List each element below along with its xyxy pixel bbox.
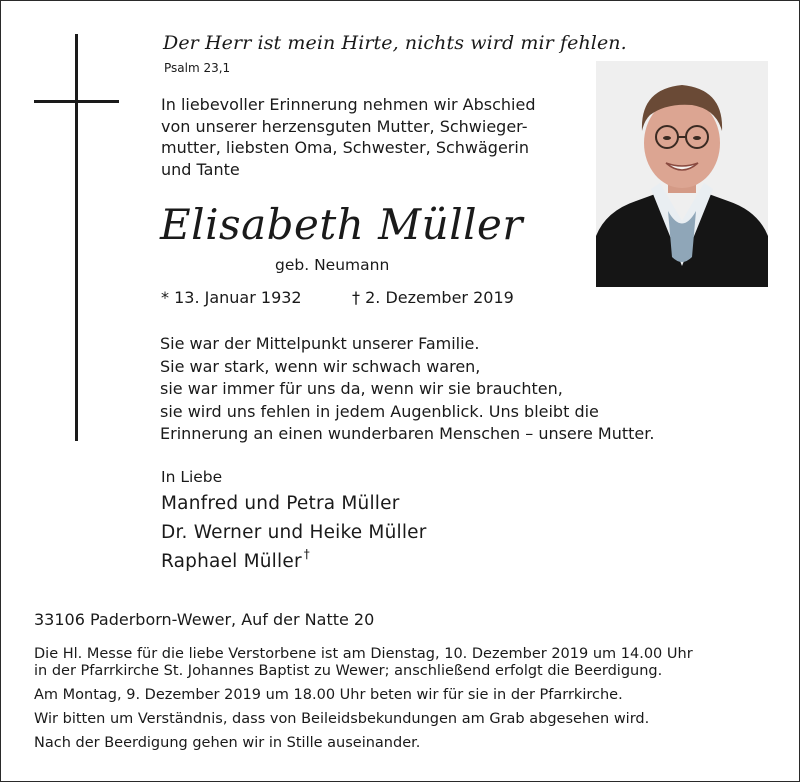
cross-horizontal-bar xyxy=(34,100,119,103)
notice-paragraph: Die Hl. Messe für die liebe Verstorbene ist am Dienstag, 10. Dezember 2019 um 14.00 Uhr in der Pfarrkirche St. Johannes Baptist zu Wewer; anschließend erfolgt die Beerdigung. xyxy=(34,646,693,679)
death-date: † 2. Dezember 2019 xyxy=(352,288,514,307)
deceased-mark: † xyxy=(303,547,310,561)
psalm-reference: Psalm 23,1 xyxy=(164,61,231,75)
survivor-name: Manfred und Petra Müller xyxy=(161,493,400,514)
notice-paragraph: Wir bitten um Verständnis, dass von Beileidsbekundungen am Grab abgesehen wird. xyxy=(34,711,650,727)
portrait-photo xyxy=(596,61,768,287)
survivor-line xyxy=(161,493,400,514)
notice-paragraph: Am Montag, 9. Dezember 2019 um 18.00 Uhr beten wir für sie in der Pfarrkirche. xyxy=(34,687,623,703)
survivor-name: Raphael Müller xyxy=(161,551,302,572)
address: 33106 Paderborn-Wewer, Auf der Natte 20 xyxy=(34,610,375,629)
portrait-icon xyxy=(596,61,768,287)
survivor-line xyxy=(161,547,310,572)
deceased-name: Elisabeth Müller xyxy=(160,200,523,249)
survivor-name: Dr. Werner und Heike Müller xyxy=(161,522,427,543)
cross-vertical-bar xyxy=(75,34,78,441)
birth-name: geb. Neumann xyxy=(275,256,390,274)
in-love-label: In Liebe xyxy=(161,468,223,486)
bible-quote: Der Herr ist mein Hirte, nichts wird mir fehlen. xyxy=(163,32,627,54)
intro-text: In liebevoller Erinnerung nehmen wir Abschied von unserer herzensguten Mutter, Schwieger- mutter, liebsten Oma, Schwester, Schwägerin und Tante xyxy=(161,95,536,179)
survivor-line xyxy=(161,522,427,543)
tribute-text: Sie war der Mittelpunkt unserer Familie. Sie war stark, wenn wir schwach waren, sie war immer für uns da, wenn wir sie brauchten, sie wird uns fehlen in jedem Augenblick. Uns bleibt die Erinnerung an einen wunderbaren Menschen – unsere Mutter. xyxy=(160,334,655,443)
birth-date: * 13. Januar 1932 xyxy=(161,288,302,307)
notice-paragraph: Nach der Beerdigung gehen wir in Stille auseinander. xyxy=(34,735,421,751)
